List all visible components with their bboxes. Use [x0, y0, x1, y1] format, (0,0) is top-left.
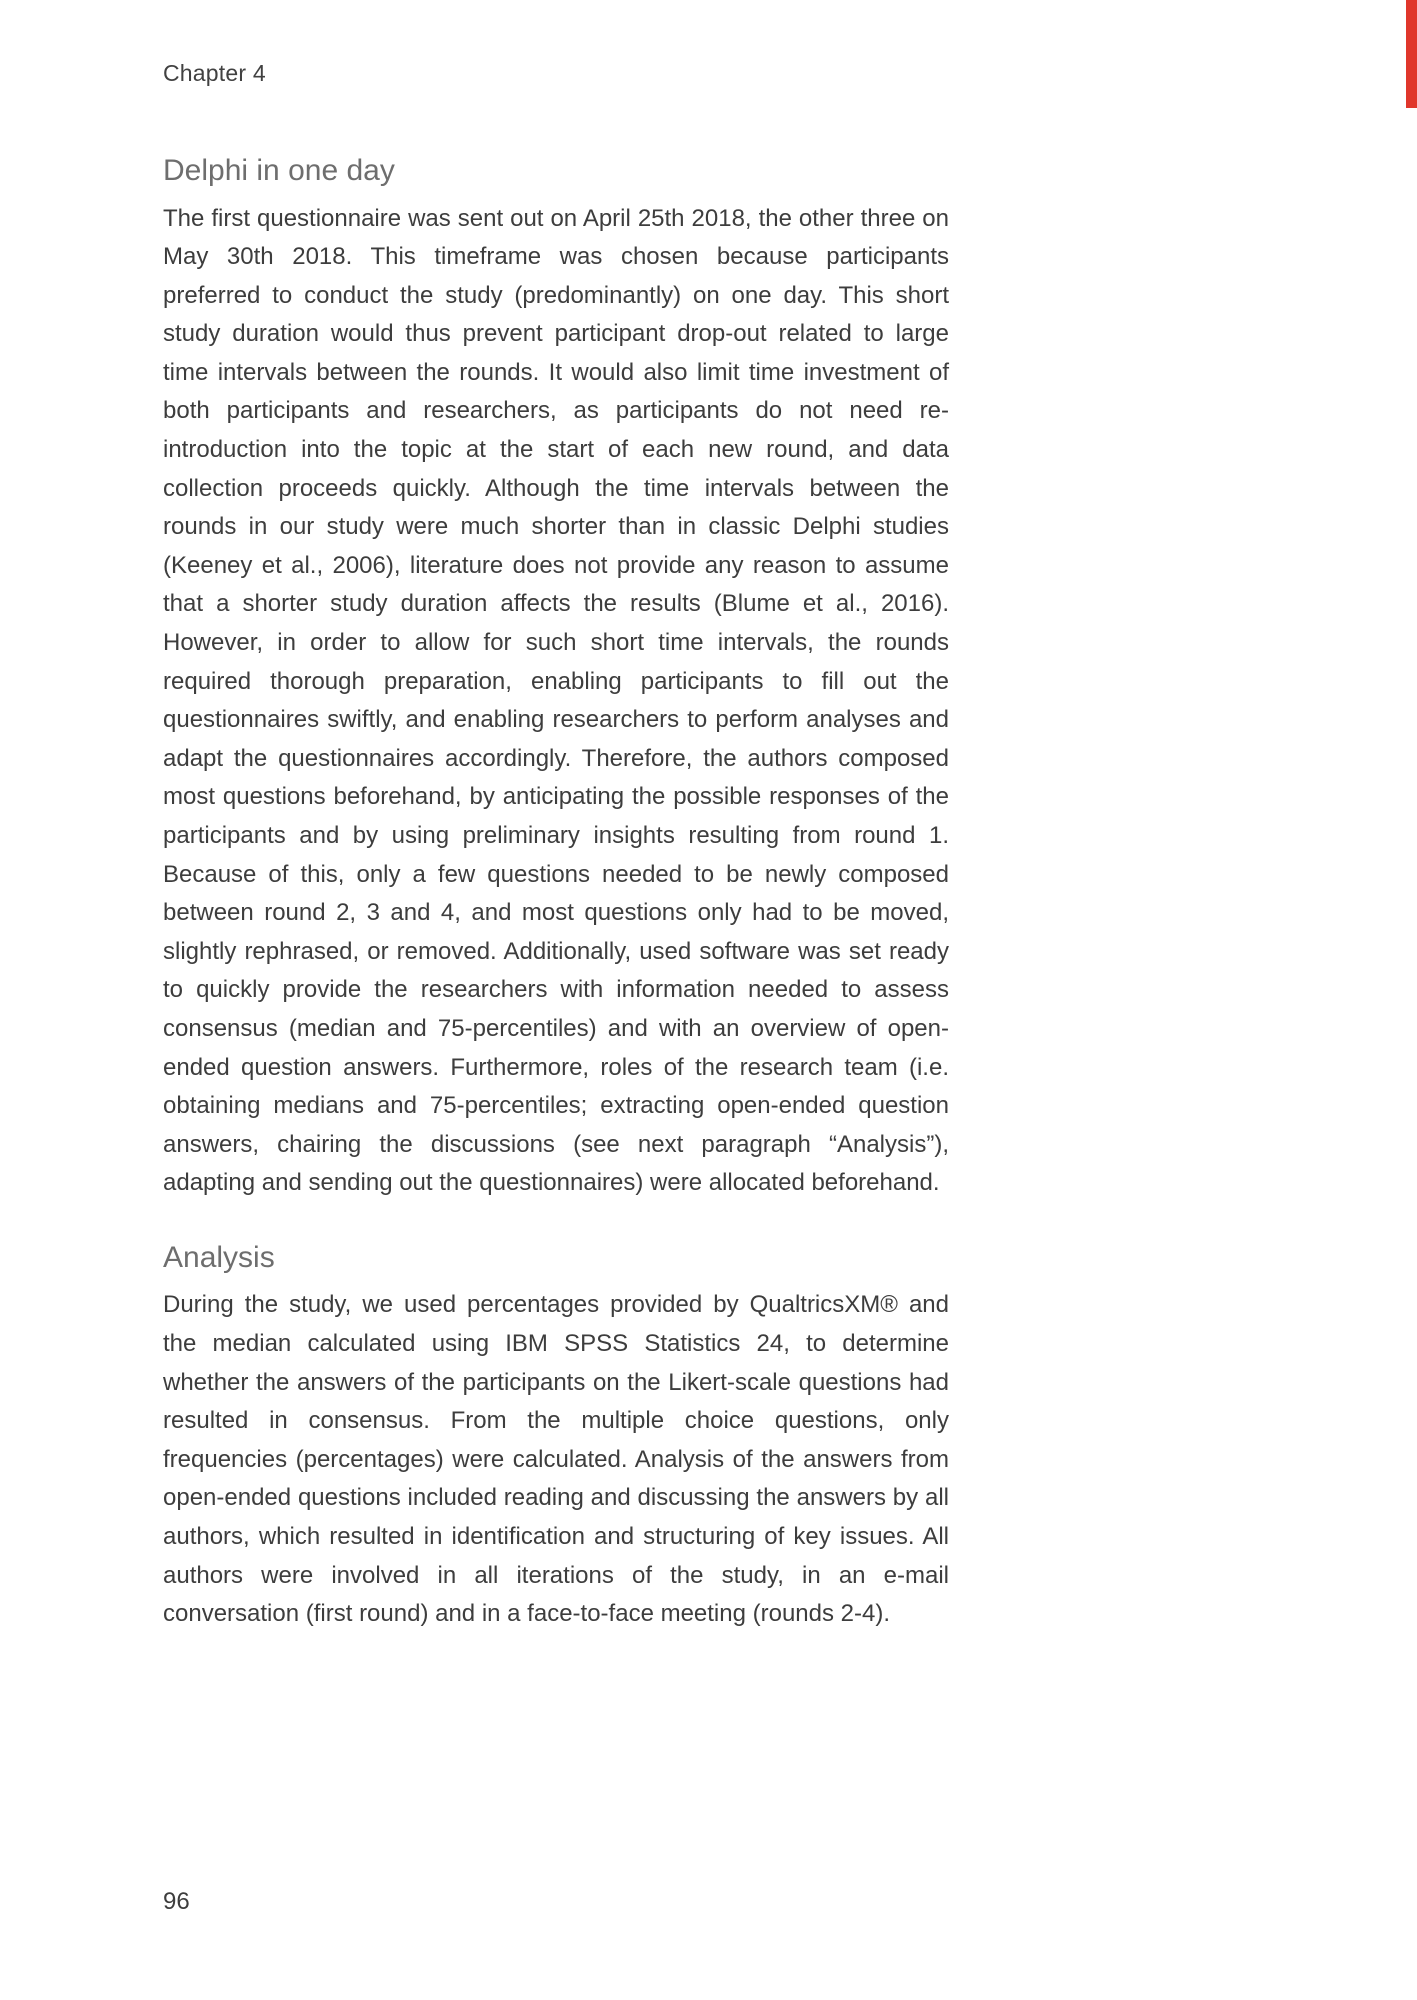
- chapter-color-tab: [1406, 0, 1417, 108]
- section-heading: Analysis: [163, 1240, 275, 1274]
- page-content: [163, 152, 949, 1670]
- page-number: 96: [163, 1888, 190, 1915]
- section-delphi-in-one-day: [163, 152, 949, 1203]
- section-analysis: [163, 1239, 949, 1634]
- section-paragraph: During the study, we used percentages provided by QualtricsXM® and the median calculated using IBM SPSS Statistics 24, to determine whether the answers of the participants on the Likert-scale questions had resulted in consensus. From the multiple choice questions, only frequencies (percentages) were calculated. Analysis of the answers from open-ended questions included reading and discussing the answers by all authors, which resulted in identification and structuring of key issues. All authors were involved in all iterations of the study, in an e-mail conversation (first round) and in a face-to-face meeting (rounds 2-4).: [163, 1291, 949, 1628]
- section-heading: Delphi in one day: [163, 154, 395, 187]
- section-paragraph: The first questionnaire was sent out on April 25th 2018, the other three on May 30th 2018. This timeframe was chosen because participants preferred to conduct the study (predominantly) on one day. This short study duration would thus prevent participant drop-out related to large time intervals between the rounds. It would also limit time investment of both participants and researchers, as participants do not need re-introduction into the topic at the start of each new round, and data collection proceeds quickly. Although the time intervals between the rounds in our study were much shorter than in classic Delphi studies (Keeney et al., 2006), literature does not provide any reason to assume that a shorter study duration affects the results (Blume et al., 2016). However, in order to allow for such short time intervals, the rounds required thorough preparation, enabling participants to fill out the questionnaires swiftly, and enabling researchers to perform analyses and adapt the questionnaires accordingly. Therefore, the authors composed most questions beforehand, by anticipating the possible responses of the participants and by using preliminary insights resulting from round 1. Because of this, only a few questions needed to be newly composed between round 2, 3 and 4, and most questions only had to be moved, slightly rephrased, or removed. Additionally, used software was set ready to quickly provide the researchers with information needed to assess consensus (median and 75-percentiles) and with an overview of open-ended question answers. Furthermore, roles of the research team (i.e. obtaining medians and 75-percentiles; extracting open-ended question answers, chairing the discussions (see next paragraph “Analysis”), adapting and sending out the questionnaires) were allocated beforehand.: [163, 204, 949, 1197]
- running-header-chapter: Chapter 4: [163, 60, 266, 86]
